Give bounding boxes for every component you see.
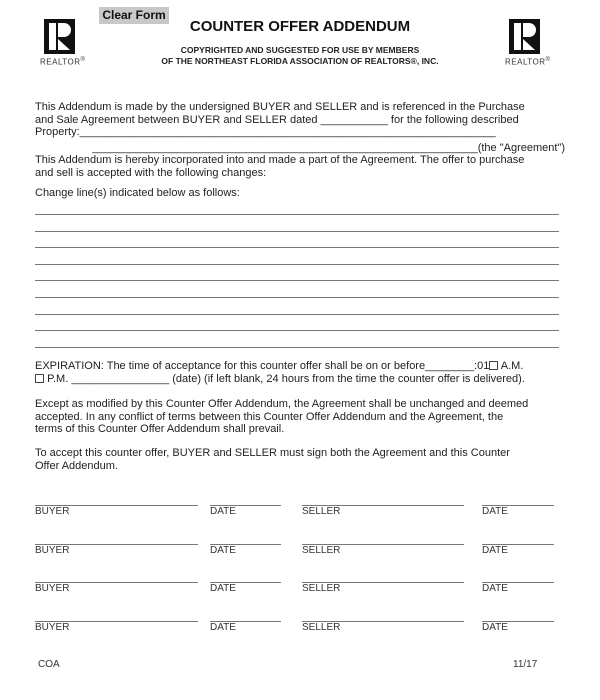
intro-line: This Addendum is made by the undersigned BUYER and SELLER and is referenced in the Purchase (35, 101, 525, 113)
buyer-date-label: DATE (210, 544, 236, 556)
terms-line: terms of this Counter Offer Addendum shall prevail. (35, 423, 285, 435)
buyer-signature-label: BUYER (35, 622, 70, 634)
buyer-date-label: DATE (210, 506, 236, 517)
realtor-logo-text: REALTOR® (505, 57, 551, 67)
seller-signature-label: SELLER (302, 622, 341, 634)
property-field[interactable]: Property:____________________________________________________________________ (35, 126, 496, 138)
terms-line: accepted. In any conflict of terms between this Counter Offer Addendum and the Agreement, the (35, 410, 504, 423)
intro-paragraph (35, 101, 565, 179)
accept-line: To accept this counter offer, BUYER and SELLER must sign both the Agreement and this Counter (35, 447, 510, 459)
subtitle-line: OF THE NORTHEAST FLORIDA ASSOCIATION OF REALTORS®, INC. (161, 56, 439, 66)
seller-date-label: DATE (482, 544, 508, 556)
expiration-date-field[interactable]: ________________ (date) (if left blank, 24 hours from the time the counter offer is delivered). (71, 372, 525, 385)
expiration-line (35, 373, 565, 386)
intro-line[interactable]: and Sale Agreement between BUYER and SELLER dated ___________ for the following described (35, 113, 519, 126)
change-line[interactable] (35, 330, 559, 331)
buyer-signature-label: BUYER (35, 544, 70, 556)
buyer-date-label: DATE (210, 583, 236, 595)
page-title: COUNTER OFFER ADDENDUM (189, 18, 411, 35)
accept-paragraph (35, 447, 565, 472)
change-line[interactable] (35, 347, 559, 348)
page-subtitle (0, 45, 600, 67)
buyer-signature-label: BUYER (35, 583, 70, 595)
buyer-date-label: DATE (210, 622, 236, 634)
seller-signature-label: SELLER (302, 583, 341, 595)
change-line[interactable] (35, 231, 559, 232)
realtor-logo-text: REALTOR® (40, 57, 86, 67)
am-label: A.M. (500, 360, 524, 372)
change-line[interactable] (35, 314, 559, 315)
change-line[interactable] (35, 280, 559, 281)
am-checkbox[interactable] (489, 361, 498, 370)
seller-signature-label: SELLER (302, 506, 341, 517)
change-line[interactable] (35, 297, 559, 298)
subtitle-line: COPYRIGHTED AND SUGGESTED FOR USE BY MEMBERS (180, 45, 420, 55)
seller-signature-label: SELLER (302, 544, 341, 556)
intro-line: This Addendum is hereby incorporated into and made a part of the Agreement. The offer to purchase (35, 154, 525, 166)
form-revision: 11/17 (513, 659, 538, 670)
terms-paragraph (35, 398, 565, 436)
buyer-signature-label: BUYER (35, 506, 70, 517)
change-line[interactable] (35, 214, 559, 215)
property-field-continued[interactable]: _______________________________________________________________(the "Agreement") (92, 141, 565, 154)
change-line[interactable] (35, 264, 559, 265)
expiration-paragraph (35, 360, 565, 385)
change-line[interactable] (35, 247, 559, 248)
accept-line: Offer Addendum. (35, 459, 118, 472)
changes-label: Change line(s) indicated below as follows: (35, 187, 240, 199)
expiration-time-field[interactable]: EXPIRATION: The time of acceptance for this counter offer shall be on or before________:01 (35, 360, 490, 372)
seller-date-label: DATE (482, 622, 508, 634)
pm-checkbox[interactable] (35, 374, 44, 383)
clear-form-button[interactable]: Clear Form (99, 7, 169, 24)
form-code: COA (38, 659, 60, 670)
pm-label: P.M. (47, 372, 69, 385)
terms-line: Except as modified by this Counter Offer Addendum, the Agreement shall be unchanged and deemed (35, 398, 529, 410)
seller-date-label: DATE (482, 583, 508, 595)
seller-date-label: DATE (482, 506, 508, 517)
expiration-line (35, 360, 565, 373)
intro-line: and sell is accepted with the following changes: (35, 166, 267, 179)
